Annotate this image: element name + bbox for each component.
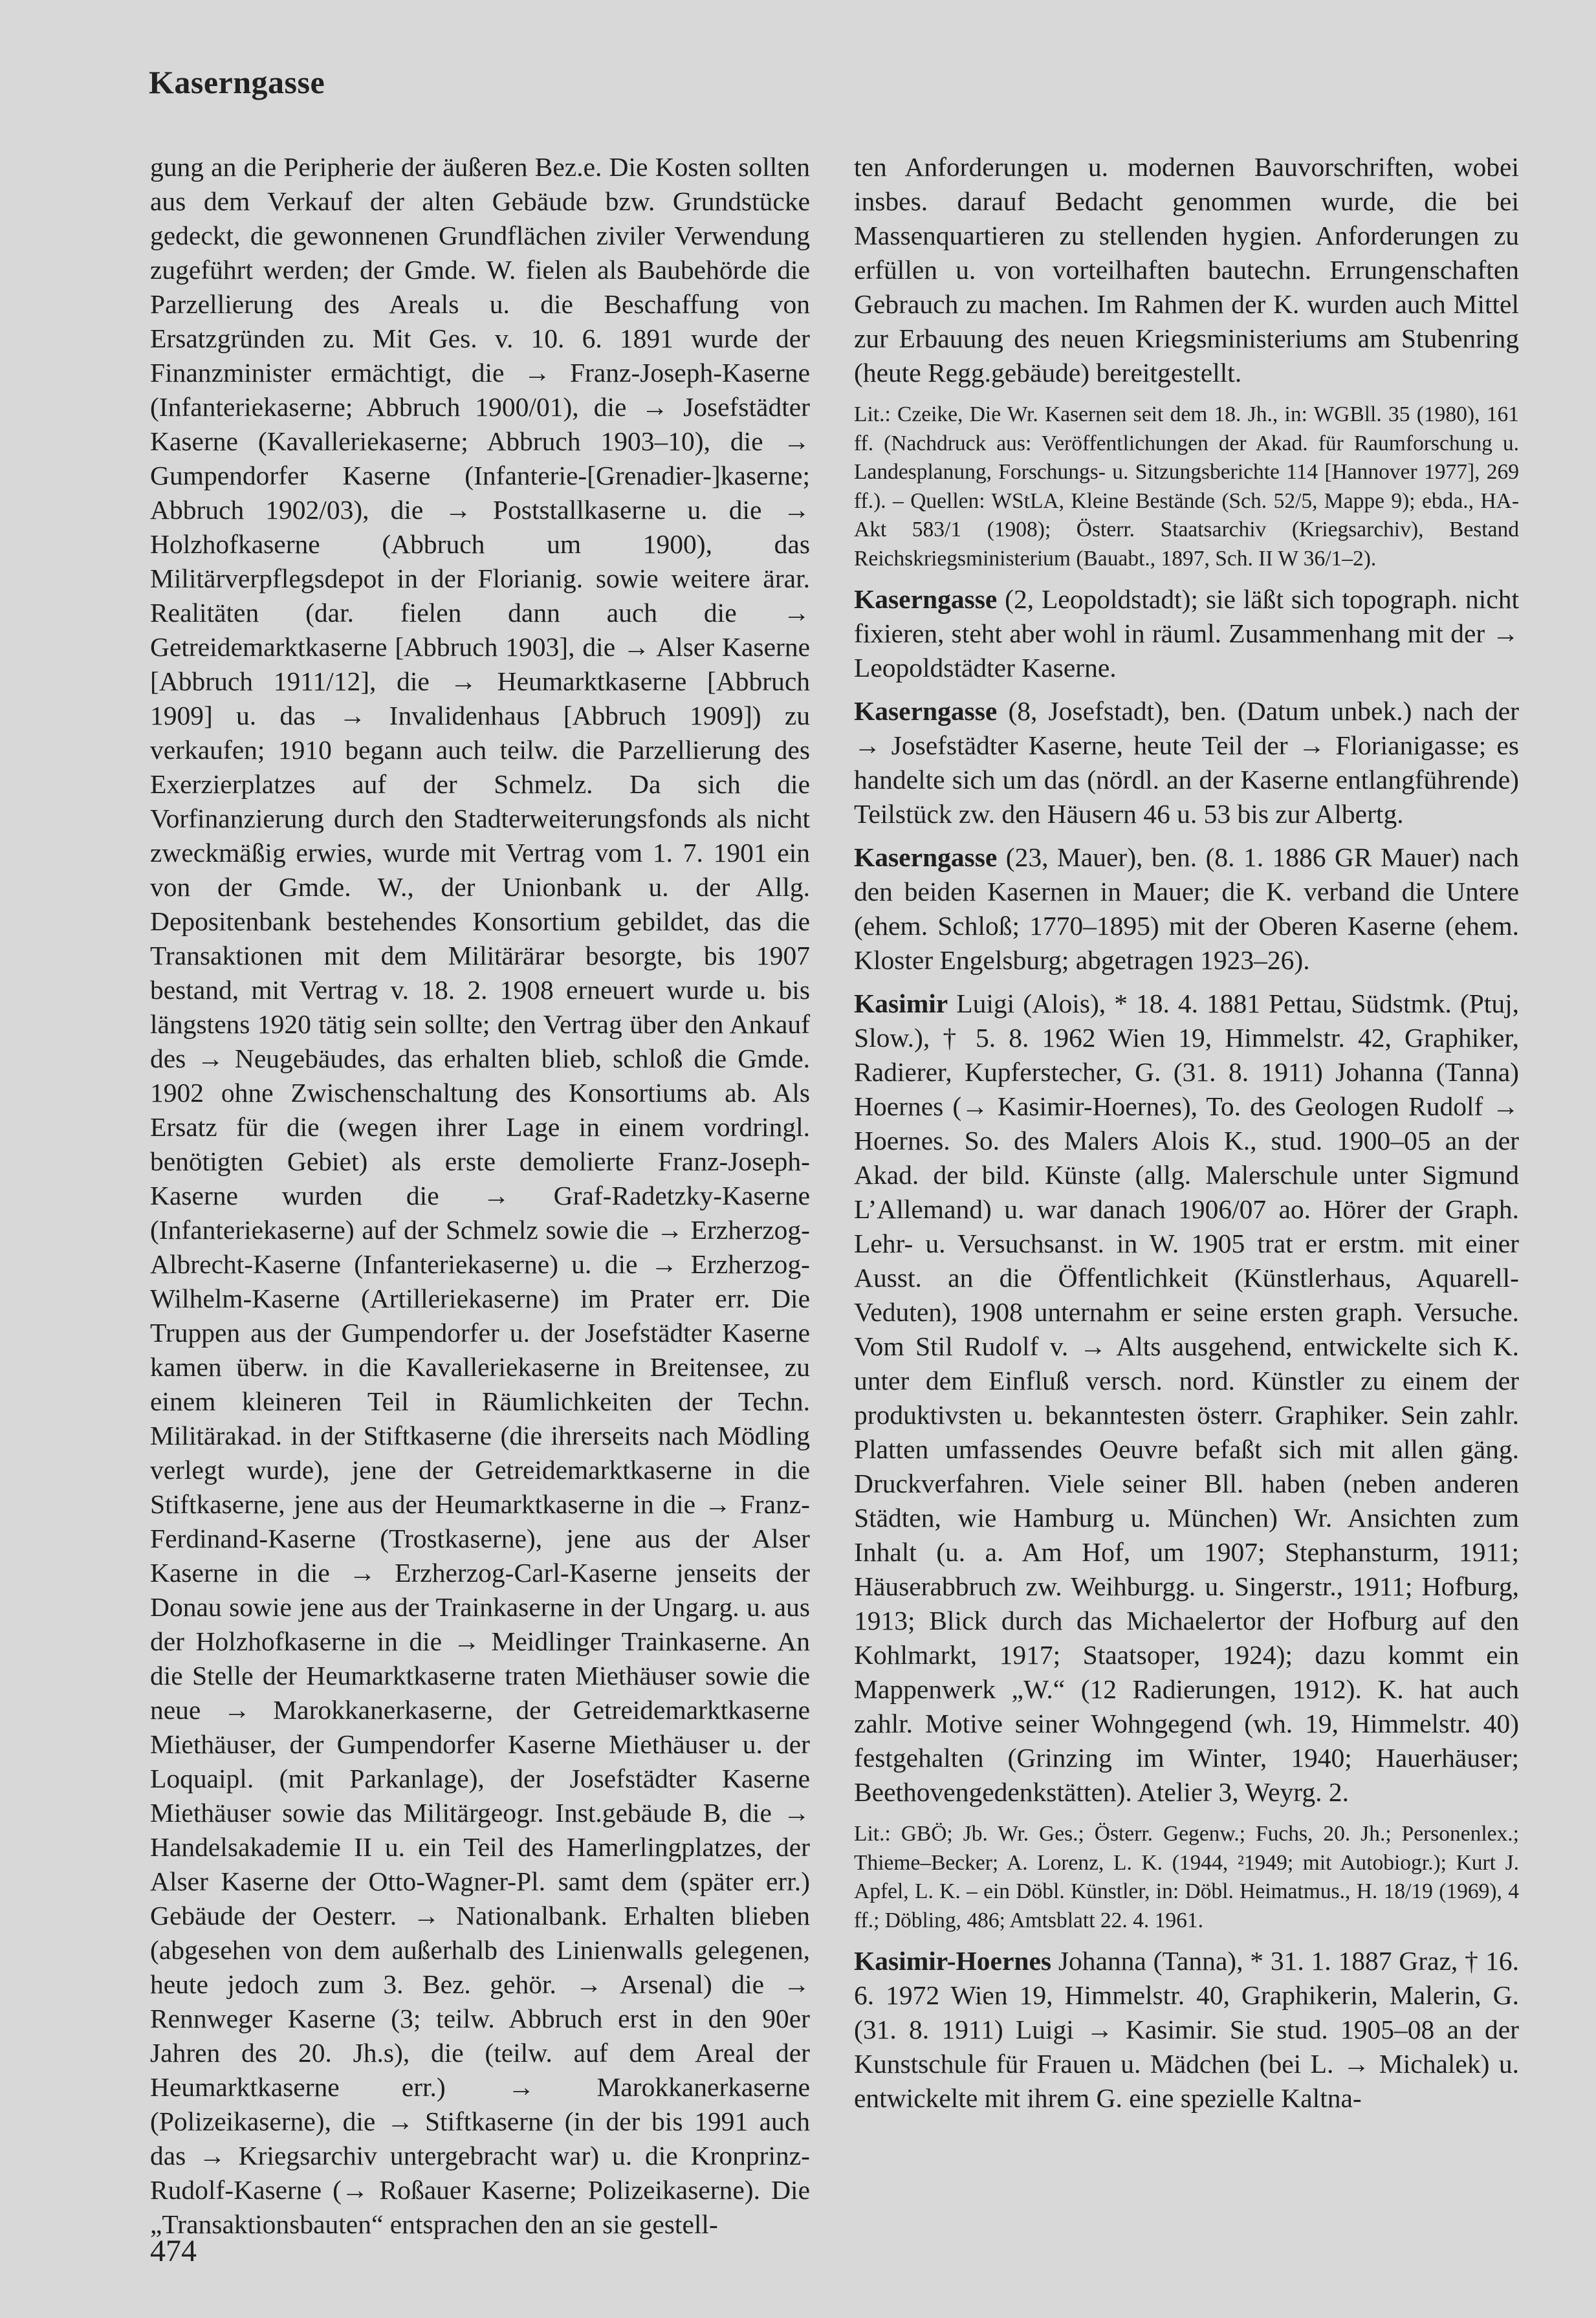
literature-note: Lit.: GBÖ; Jb. Wr. Ges.; Österr. Gegenw.; Fuchs, 20. Jh.; Personenlex.; Thieme–Becker; A. Lorenz, L. K. (1944, ²1949; mit Autobiogr.); Kurt J. Apfel, L. K. – ein Döbl. Künstler, in: Döbl. Heimatmus., H. 18/19 (1969), 4 ff.; Döbling, 486; Amtsblatt 22. 4. 1961.: [854, 1822, 1519, 1932]
entry-headword: Kasimir-Hoernes: [854, 1946, 1052, 1976]
entry-text: Johanna (Tanna), * 31. 1. 1887 Graz, † 16. 6. 1972 Wien 19, Himmelstr. 40, Graphikerin, Malerin, G. (31. 8. 1911) Luigi → Kasimir. Sie stud. 1905–08 an der Kunstschule für Frauen u. Mädchen (bei L. → Michalek) u. entwickelte mit ihrem G. eine spezielle Kaltna-: [854, 1946, 1519, 2113]
continuation-paragraph: gung an die Peripherie der äußeren Bez.e. Die Kosten sollten aus dem Verkauf der alten Gebäude bzw. Grundstücke gedeckt, die gewonnenen Grundflächen ziviler Verwendung zugeführt werden; der Gmde. W. fielen als Baubehörde die Parzellierung des Areals u. die Beschaffung von Ersatzgründen zu. Mit Ges. v. 10. 6. 1891 wurde der Finanzminister ermächtigt, die → Franz-Joseph-Kaserne (Infanteriekaserne; Abbruch 1900/01), die → Josefstädter Kaserne (Kavalleriekaserne; Abbruch 1903–10), die → Gumpendorfer Kaserne (Infanterie-[Grenadier-]kaserne; Abbruch 1902/03), die → Poststallkaserne u. die → Holzhofkaserne (Abbruch um 1900), das Militärverpflegsdepot in der Florianig. sowie weitere ärar. Realitäten (dar. fielen dann auch die → Getreidemarktkaserne [Abbruch 1903], die → Alser Kaserne [Abbruch 1911/12], die → Heumarktkaserne [Abbruch 1909] u. das → Invalidenhaus [Abbruch 1909]) zu verkaufen; 1910 begann auch teilw. die Parzellierung des Exerzierplatzes auf der Schmelz. Da sich die Vorfinanzierung durch den Stadterweiterungsfonds als nicht zweckmäßig erwies, wurde mit Vertrag vom 1. 7. 1901 ein von der Gmde. W., der Unionbank u. der Allg. Depositenbank bestehendes Konsortium gebildet, das die Transaktionen mit dem Militärärar besorgte, bis 1907 bestand, mit Vertrag v. 18. 2. 1908 erneuert wurde u. bis längstens 1920 tätig sein sollte; den Vertrag über den Ankauf des → Neugebäudes, das erhalten blieb, schloß die Gmde. 1902 ohne Zwischenschaltung des Konsortiums ab. Als Ersatz für die (wegen ihrer Lage in einem vordringl. benötigten Gebiet) als erste demolierte Franz-Joseph-Kaserne wurden die → Graf-Radetzky-Kaserne (Infanteriekaserne) auf der Schmelz sowie die → Erzherzog-Albrecht-Kaserne (Infanteriekaserne) u. die → Erzherzog-Wilhelm-Kaserne (Artilleriekaserne) im Prater err. Die Truppen aus der Gumpendorfer u. der Josefstädter Kaserne kamen überw. in die Kavalleriekaserne in Breitensee, zu einem kleineren Teil in Räumlichkeiten der Techn. Militärakad. in der Stiftkaserne (die ihrerseits nach Mödling verlegt wurde), jene der Getreidemarktkaserne in die Stiftkaserne, jene aus der Heumarktkaserne in die → Franz-Ferdinand-Kaserne (Trostkaserne), jene aus der Alser Kaserne in die → Erzherzog-Carl-Kaserne jenseits der Donau sowie jene aus der Trainkaserne in der Ungarg. u. aus der Holzhofkaserne in die → Meidlinger Trainkaserne. An die Stelle der Heumarktkaserne traten Miethäuser sowie die neue → Marokkanerkaserne, der Getreidemarktkaserne Miethäuser, der Gumpendorfer Kaserne Miethäuser u. der Loquaipl. (mit Parkanlage), der Josefstädter Kaserne Miethäuser sowie das Militärgeogr. Inst.gebäude B, die → Handelsakademie II u. ein Teil des Hamerlingplatzes, der Alser Kaserne der Otto-Wagner-Pl. samt dem (später err.) Gebäude der Oesterr. → Nationalbank. Erhalten blieben (abgesehen von dem außerhalb des Linienwalls gelegenen, heute jedoch zum 3. Bez. gehör. → Arsenal) die → Rennweger Kaserne (3; teilw. Abbruch erst in den 90er Jahren des 20. Jh.s), die (teilw. auf dem Areal der Heumarktkaserne err.) → Marokkanerkaserne (Polizeikaserne), die → Stiftkaserne (in der bis 1991 auch das → Kriegsarchiv untergebracht war) u. die Kronprinz-Rudolf-Kaserne (→ Roßauer Kaserne; Polizeikaserne). Die „Transaktionsbauten“ entsprachen den an sie gestell-: [150, 152, 810, 2239]
running-head: Kaserngasse: [149, 64, 325, 100]
entry-text: (2, Leopoldstadt); sie läßt sich topograph. nicht fixieren, steht aber wohl in räuml. Zusammenhang mit der → Leopoldstädter Kaserne.: [854, 584, 1519, 683]
entry-kasimir: [854, 987, 1519, 1810]
entry-headword: Kaserngasse: [854, 584, 998, 614]
continuation-paragraph: ten Anforderungen u. modernen Bauvorschriften, wobei insbes. darauf Bedacht genommen wurde, die bei Massenquartieren zu stellenden hygien. Anforderungen zu erfüllen u. von vorteilhaften bautechn. Errungenschaften Gebrauch zu machen. Im Rahmen der K. wurden auch Mittel zur Erbauung des neuen Kriegsministeriums am Stubenring (heute Regg.gebäude) bereitgestellt.: [854, 152, 1519, 388]
literature-note: Lit.: Czeike, Die Wr. Kasernen seit dem 18. Jh., in: WGBll. 35 (1980), 161 ff. (Nachdruck aus: Veröffentlichungen der Akad. für Raumforschung u. Landesplanung, Forschungs- u. Sitzungsberichte 114 [Hannover 1977], 269 ff.). – Quellen: WStLA, Kleine Bestände (Sch. 52/5, Mappe 9); ebda., HA-Akt 583/1 (1908); Österr. Staatsarchiv (Kriegsarchiv), Bestand Reichskriegsministerium (Bauabt., 1897, Sch. II W 36/1–2).: [854, 402, 1519, 571]
entry-kaserngasse-23: [854, 840, 1519, 978]
entry-headword: Kaserngasse: [854, 696, 998, 726]
entry-headword: Kaserngasse: [854, 842, 998, 872]
entry-kaserngasse-8: [854, 694, 1519, 831]
left-column: [150, 150, 810, 2242]
entry-kasimir-hoernes: [854, 1944, 1519, 2116]
entry-headword: Kasimir: [854, 989, 948, 1018]
entry-text: Luigi (Alois), * 18. 4. 1881 Pettau, Südstmk. (Ptuj, Slow.), † 5. 8. 1962 Wien 19, Himmelstr. 42, Graphiker, Radierer, Kupferstecher, G. (31. 8. 1911) Johanna (Tanna) Hoernes (→ Kasimir-Hoernes), To. des Geologen Rudolf → Hoernes. So. des Malers Alois K., stud. 1900–05 an der Akad. der bild. Künste (allg. Malerschule unter Sigmund L’Allemand) u. war danach 1906/07 ao. Hörer der Graph. Lehr- u. Versuchsanst. in W. 1905 trat er erstm. mit einer Ausst. an die Öffentlichkeit (Künstlerhaus, Aquarell-Veduten), 1908 unternahm er seine ersten graph. Versuche. Vom Stil Rudolf v. → Alts ausgehend, entwickelte sich K. unter dem Einfluß versch. nord. Künstler zu einem der produktivsten u. bekanntesten österr. Graphiker. Sein zahlr. Platten umfassendes Oeuvre befaßt sich mit allen gäng. Druckverfahren. Viele seiner Bll. haben (neben anderen Städten, wie Hamburg u. München) Wr. Ansichten zum Inhalt (u. a. Am Hof, um 1907; Stephansturm, 1911; Häuserabbruch zw. Weihburgg. u. Singerstr., 1911; Hofburg, 1913; Blick durch das Michaelertor der Hofburg auf den Kohlmarkt, 1917; Staatsoper, 1924); dazu kommt ein Mappenwerk „W.“ (12 Radierungen, 1912). K. hat auch zahlr. Motive seiner Wohngegend (wh. 19, Himmelstr. 40) festgehalten (Grinzing im Winter, 1940; Hauerhäuser; Beethovengedenkstätten). Atelier 3, Weyrg. 2.: [854, 989, 1519, 1807]
entry-kaserngasse-2: [854, 582, 1519, 685]
entry-text: (8, Josefstadt), ben. (Datum unbek.) nach der → Josefstädter Kaserne, heute Teil der → Florianigasse; es handelte sich um das (nördl. an der Kaserne entlangführende) Teilstück zw. den Häusern 46 u. 53 bis zur Albertg.: [854, 696, 1519, 829]
entry-text: (23, Mauer), ben. (8. 1. 1886 GR Mauer) nach den beiden Kasernen in Mauer; die K. verband die Untere (ehem. Schloß; 1770–1895) mit der Oberen Kaserne (ehem. Kloster Engelsburg; abgetragen 1923–26).: [854, 842, 1519, 975]
page-number: 474: [150, 2234, 197, 2268]
right-column: [854, 150, 1519, 2116]
